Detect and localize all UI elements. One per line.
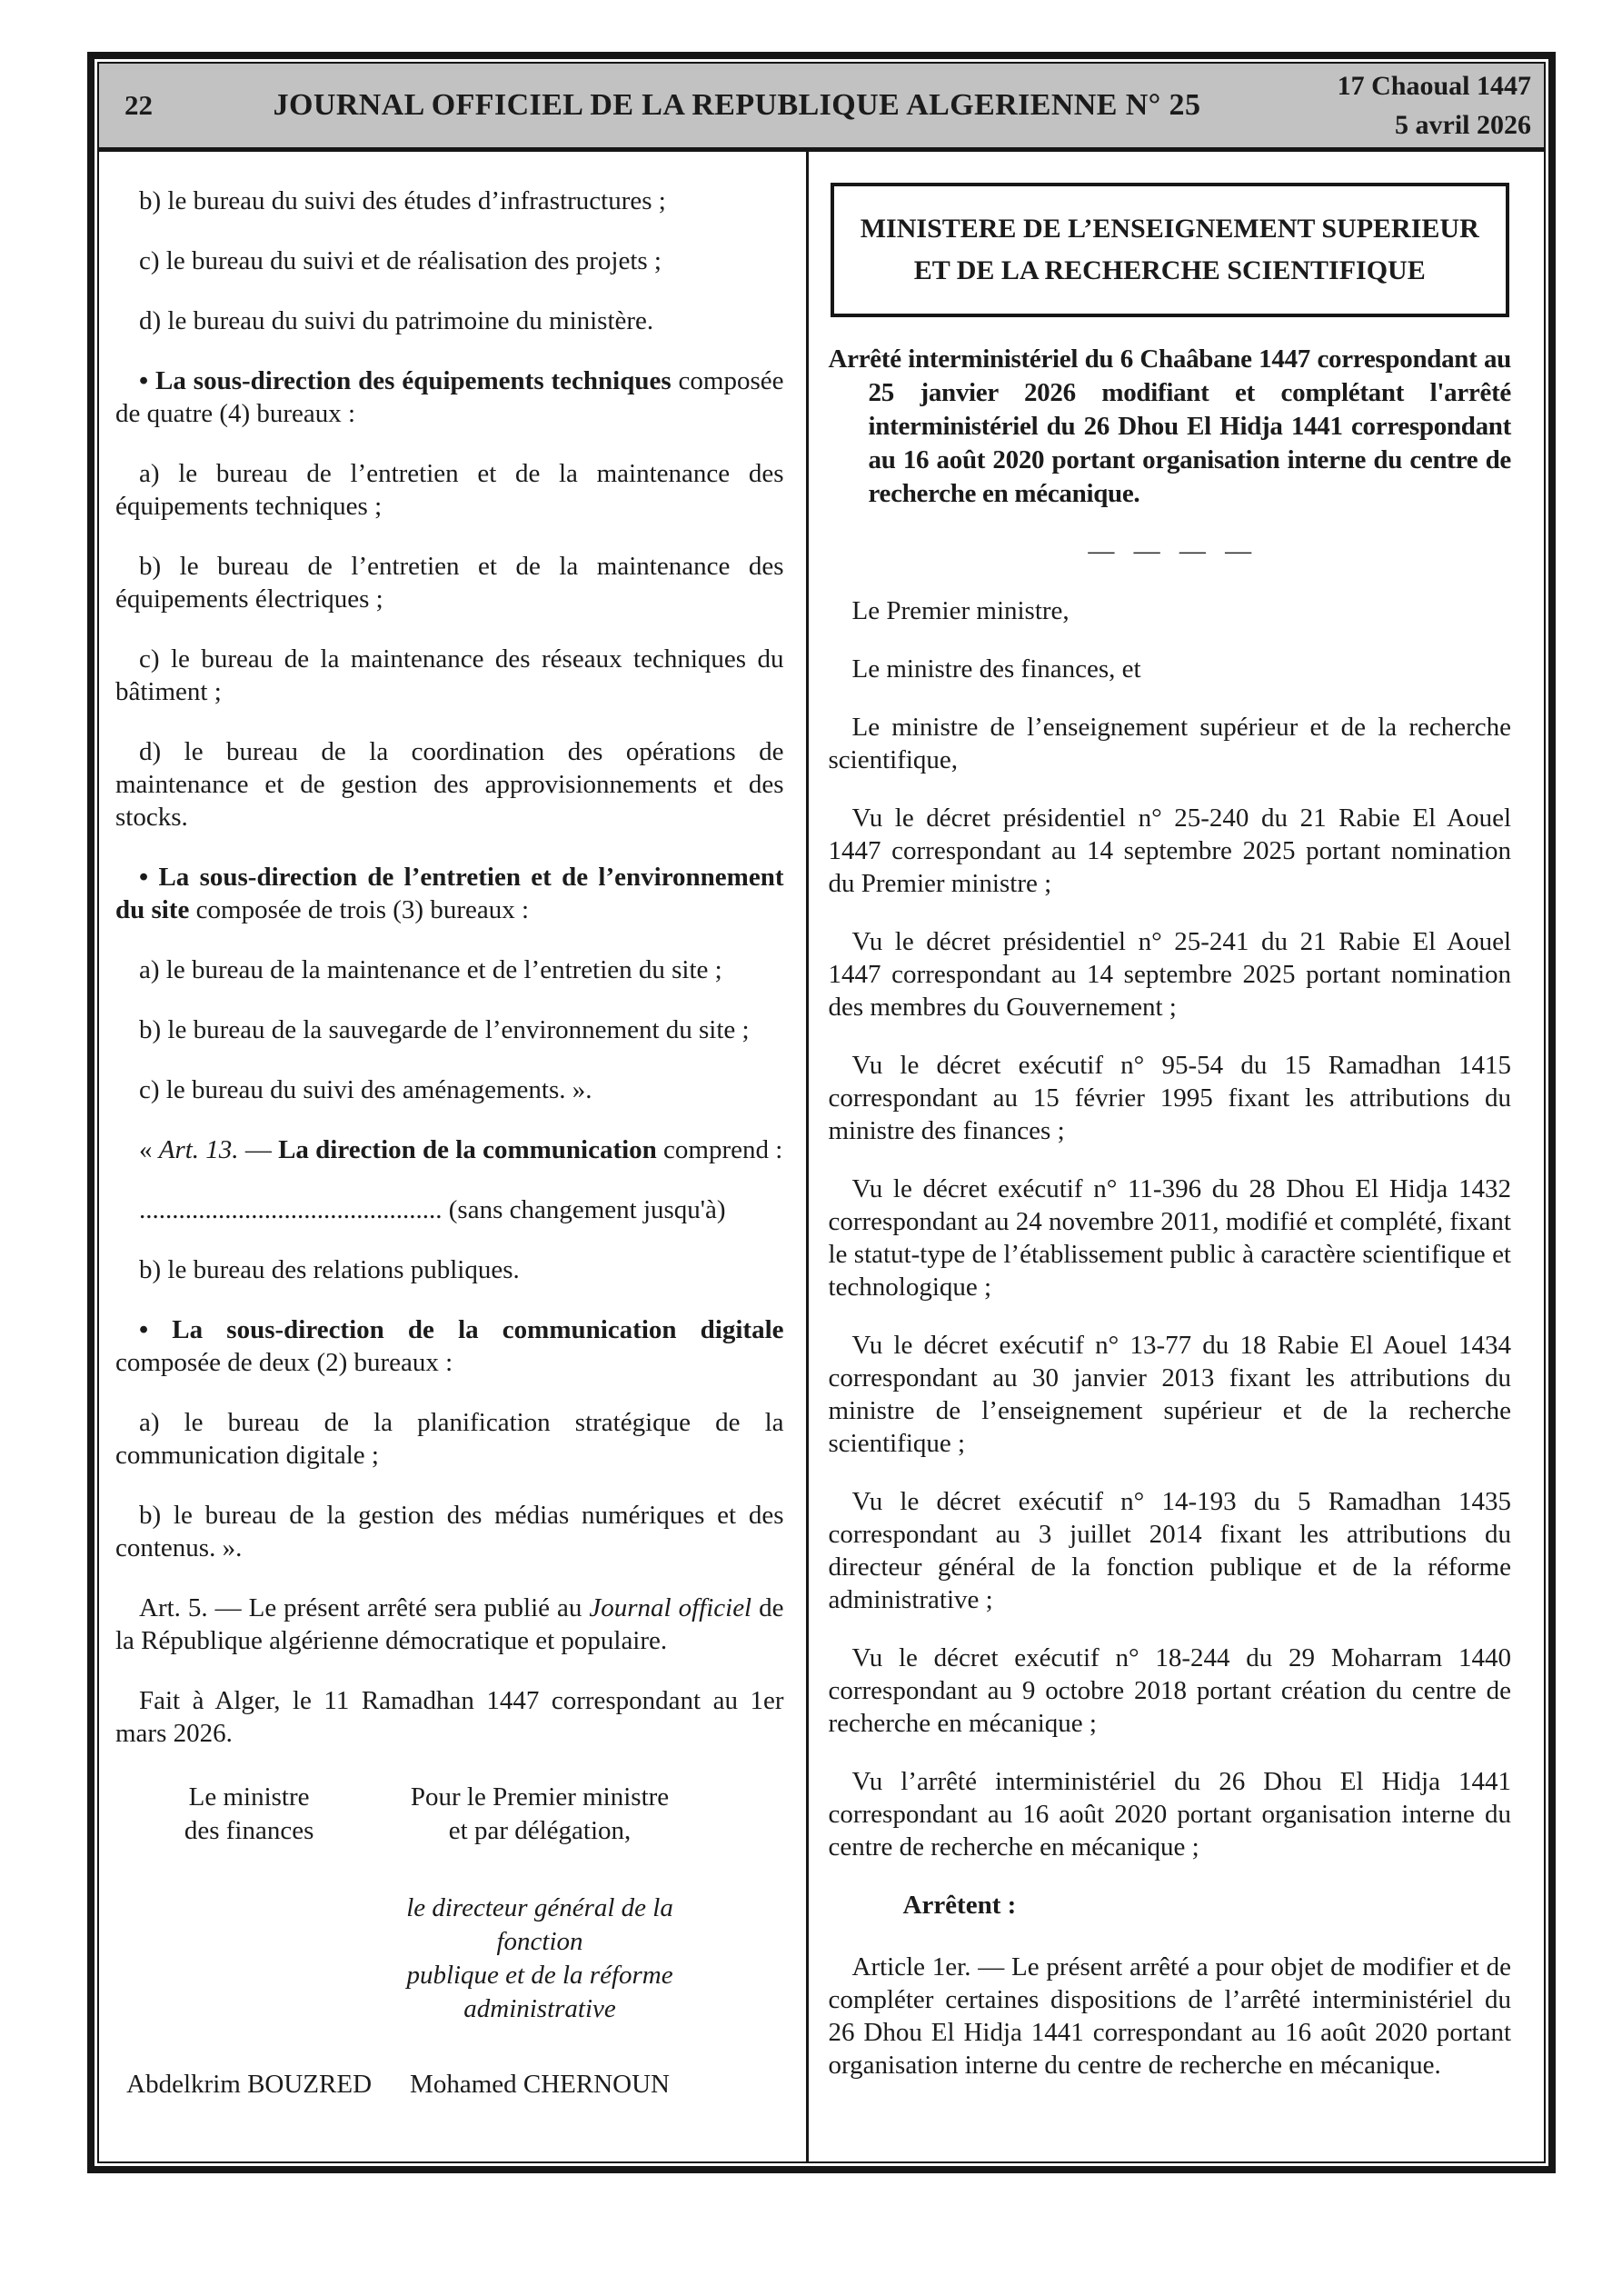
paragraph: .............................................. (sans changement jusqu'à): [139, 1195, 726, 1224]
date-hijri: 17 Chaoual 1447: [1337, 71, 1531, 101]
delegate-title: le directeur général de la fonction publique et de la réforme administrative: [406, 1893, 673, 2023]
paragraph: Fait à Alger, le 11 Ramadhan 1447 correspondant au 1er mars 2026.: [115, 1686, 784, 1748]
page-number: 22: [124, 89, 153, 121]
paragraph: • La sous-direction de la communication digitale composée de deux (2) bureaux :: [115, 1315, 784, 1377]
paragraph: d) le bureau de la coordination des opérations de maintenance et de gestion des approvisionnements et des stocks.: [115, 737, 784, 832]
paragraph: c) le bureau de la maintenance des réseaux techniques du bâtiment ;: [115, 644, 784, 706]
signer-name-right: Mohamed CHERNOUN: [410, 2070, 670, 2099]
left-column: [99, 152, 806, 2161]
signer-role-right: Pour le Premier ministre et par délégation,: [410, 1782, 670, 1845]
paragraph: Vu l’arrêté interministériel du 26 Dhou El Hidja 1441 correspondant au 16 août 2020 portant organisation interne du centre de recherche en mécanique ;: [828, 1767, 1511, 1862]
signature-roles: [115, 1781, 784, 1848]
paragraph: b) le bureau de l’entretien et de la maintenance des équipements électriques ;: [115, 552, 784, 614]
paragraph: « Art. 13. — La direction de la communication comprend :: [139, 1135, 783, 1164]
page-frame: [87, 52, 1556, 2173]
ministry-box: [831, 183, 1510, 317]
paragraph: Vu le décret exécutif n° 14-193 du 5 Ramadhan 1435 correspondant au 3 juillet 2014 fixant les attributions du directeur général de la fonction publique et de la réforme administrative ;: [828, 1487, 1511, 1614]
left-column-blocks: [115, 185, 784, 1750]
right-column-blocks: [829, 183, 1512, 2081]
arretent-heading: Arrêtent :: [902, 1891, 1017, 1920]
paragraph: d) le bureau du suivi du patrimoine du ministère.: [139, 306, 654, 335]
paragraph: a) le bureau de la planification stratégique de la communication digitale ;: [115, 1408, 784, 1470]
paragraph: a) le bureau de l’entretien et de la maintenance des équipements techniques ;: [115, 459, 784, 521]
paragraph: Vu le décret présidentiel n° 25-241 du 21 Rabie El Aouel 1447 correspondant au 14 septembre 2025 portant nomination des membres du Gouvernement ;: [828, 927, 1511, 1022]
paragraph: • La sous-direction de l’entretien et de l’environnement du site composée de trois (3) bureaux :: [115, 863, 784, 924]
paragraph: Le Premier ministre,: [851, 596, 1070, 625]
page-content: [99, 152, 1544, 2161]
paragraph: b) le bureau de la gestion des médias numériques et des contenus. ».: [115, 1501, 784, 1562]
paragraph: Vu le décret exécutif n° 95-54 du 15 Ramadhan 1415 correspondant au 15 février 1995 fixant les attributions du ministre des finances ;: [828, 1051, 1511, 1145]
signer-name-left: Abdelkrim BOUZRED: [126, 2070, 373, 2099]
paragraph: b) le bureau du suivi des études d’infrastructures ;: [139, 186, 666, 215]
issue-dates: [1249, 66, 1544, 145]
paragraph: Art. 5. — Le présent arrêté sera publié au Journal officiel de la République algérienne démocratique et populaire.: [115, 1593, 784, 1655]
signer-role-left: Le ministre des finances: [184, 1782, 314, 1845]
paragraph: a) le bureau de la maintenance et de l’entretien du site ;: [139, 955, 722, 984]
paragraph: c) le bureau du suivi et de réalisation des projets ;: [139, 246, 662, 275]
arrete-title: Arrêté interministériel du 6 Chaâbane 1447 correspondant au 25 janvier 2026 modifiant et complétant l'arrêté interministériel du 26 Dhou El Hidja 1441 correspondant au 16 août 2020 portant organisation interne du centre de recherche en mécanique.: [828, 344, 1511, 508]
signature-block: [115, 1781, 784, 2101]
paragraph: b) le bureau de la sauvegarde de l’environnement du site ;: [139, 1015, 750, 1044]
paragraph: Le ministre des finances, et: [851, 654, 1141, 684]
paragraph: Vu le décret exécutif n° 13-77 du 18 Rabie El Aouel 1434 correspondant au 30 janvier 2013 fixant les attributions du ministre de l’enseignement supérieur et de la recherche scientifique ;: [828, 1331, 1511, 1458]
page-inner-frame: [97, 62, 1546, 2163]
date-gregorian: 5 avril 2026: [1395, 110, 1531, 140]
ministry-box-line: ET DE LA RECHERCHE SCIENTIFIQUE: [913, 255, 1426, 285]
dash-separator: — — — —: [1088, 536, 1252, 565]
paragraph: b) le bureau des relations publiques.: [139, 1255, 520, 1284]
paragraph: c) le bureau du suivi des aménagements. ».: [139, 1075, 592, 1104]
paragraph: Le ministre de l’enseignement supérieur et de la recherche scientifique,: [828, 713, 1511, 774]
masthead: [99, 64, 1544, 152]
journal-title: JOURNAL OFFICIEL DE LA REPUBLIQUE ALGERIENNE N° 25: [273, 88, 1201, 122]
paragraph: • La sous-direction des équipements techniques composée de quatre (4) bureaux :: [115, 366, 784, 428]
paragraph: Vu le décret présidentiel n° 25-240 du 21 Rabie El Aouel 1447 correspondant au 14 septembre 2025 portant nomination du Premier ministre ;: [828, 804, 1511, 898]
paragraph: Vu le décret exécutif n° 18-244 du 29 Moharram 1440 correspondant au 9 octobre 2018 portant création du centre de recherche en mécanique ;: [828, 1643, 1511, 1738]
paragraph: Article 1er. — Le présent arrêté a pour objet de modifier et de compléter certaines dispositions de l’arrêté interministériel du 26 Dhou El Hidja 1441 correspondant au 16 août 2020 portant organisation interne du centre de recherche en mécanique.: [828, 1952, 1511, 2080]
signature-names: [115, 2068, 784, 2101]
ministry-box-line: MINISTERE DE L’ENSEIGNEMENT SUPERIEUR: [860, 214, 1479, 244]
right-column: [809, 152, 1545, 2161]
paragraph: Vu le décret exécutif n° 11-396 du 28 Dhou El Hidja 1432 correspondant au 24 novembre 2011, modifié et complété, fixant le statut-type de l’établissement public à caractère scientifique et technologique ;: [828, 1174, 1511, 1302]
